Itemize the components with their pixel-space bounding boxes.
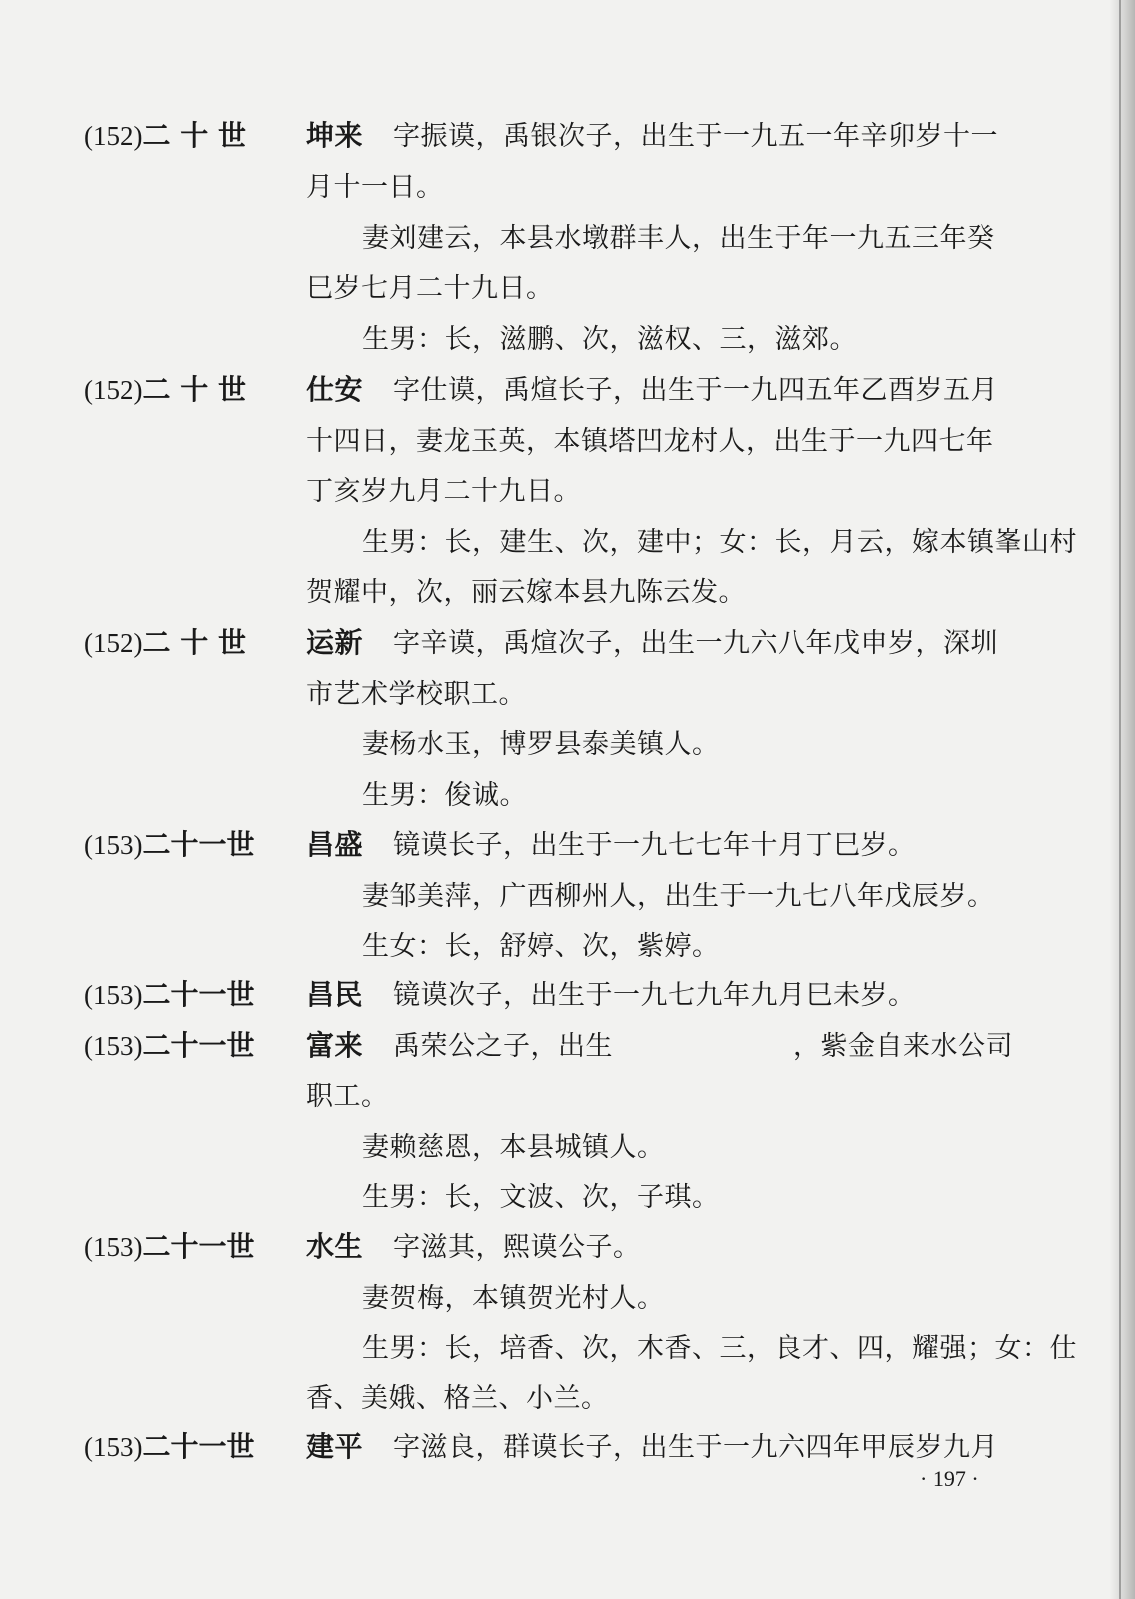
person-name: 坤来 [306,119,364,152]
generation-title: 二十一世 [142,1029,255,1062]
generation-number: (153) [84,830,143,860]
entry-line [306,368,998,408]
entry-line: 月十一日。 [306,172,444,203]
generation-title: 二十一世 [142,978,255,1011]
generation-title: 二十一世 [142,1430,255,1463]
generation-label [84,823,284,863]
page-binding-shadow [1109,0,1135,1599]
entry-line: 生男：长，滋鹏、次，滋权、三，滋郊。 [362,324,857,355]
person-name: 建平 [306,1430,364,1463]
entry-line: 生男：长，培香、次，木香、三，良才、四，耀强；女：仕 [362,1333,1077,1364]
generation-number: (152) [84,121,143,151]
line-text: ，紫金自来水公司 [793,1031,1014,1062]
generation-title: 二 十 世 [142,119,246,152]
entry-line: 妻刘建云，本县水墩群丰人，出生于年一九五三年癸 [362,223,995,254]
entry-line: 巳岁七月二十九日。 [306,273,554,304]
line-text: 字振谟，禹银次子，出生于一九五一年辛卯岁十一 [393,121,999,152]
generation-label [84,1225,284,1265]
entry-line: 香、美娥、格兰、小兰。 [306,1383,609,1414]
generation-number: (153) [84,1232,143,1262]
entry-line: 丁亥岁九月二十九日。 [306,476,581,507]
generation-label [84,114,284,154]
entry-line: 妻贺梅，本镇贺光村人。 [362,1283,665,1314]
generation-number: (153) [84,1031,143,1061]
entry-line: 生男：长，建生、次，建中；女：长，月云，嫁本镇峯山村 [362,527,1077,558]
person-name: 仕安 [306,373,364,406]
generation-label [84,973,284,1013]
entry-line [306,823,916,863]
entry-line [306,1425,998,1465]
line-text: 镜谟长子，出生于一九七七年十月丁巳岁。 [393,830,916,861]
generation-label [84,1425,284,1465]
entry-line [306,973,916,1013]
entry-line [306,621,998,661]
page-edge-line [1119,0,1121,1599]
entry-line [306,114,998,154]
generation-label [84,368,284,408]
person-name: 昌民 [306,978,364,1011]
generation-number: (153) [84,1432,143,1462]
person-name: 运新 [306,626,364,659]
line-text: 镜谟次子，出生于一九七九年九月巳未岁。 [393,980,916,1011]
line-text: 字仕谟，禹煊长子，出生于一九四五年乙酉岁五月 [393,375,999,406]
entry-line: 妻杨水玉，博罗县泰美镇人。 [362,729,720,760]
page-number: · 197 · [920,1466,979,1491]
entry-line: 十四日，妻龙玉英，本镇塔凹龙村人，出生于一九四七年 [306,426,994,457]
line-text: 禹荣公之子，出生 [393,1031,614,1062]
line-text: 字滋良，群谟长子，出生于一九六四年甲辰岁九月 [393,1432,999,1463]
generation-number: (153) [84,980,143,1010]
entry-line: 贺耀中，次，丽云嫁本县九陈云发。 [306,577,746,608]
entry-line: 生男：俊诚。 [362,780,527,811]
entry-line [306,1225,641,1265]
entry-line: 妻邹美萍，广西柳州人，出生于一九七八年戊辰岁。 [362,881,995,912]
entry-line: 生女：长，舒婷、次，紫婷。 [362,931,720,962]
entry-line [306,1024,1013,1064]
generation-title: 二十一世 [142,828,255,861]
generation-number: (152) [84,375,143,405]
entry-line: 职工。 [306,1081,389,1112]
person-name: 富来 [306,1029,364,1062]
person-name: 昌盛 [306,828,364,861]
generation-label [84,621,284,661]
generation-title: 二十一世 [142,1230,255,1263]
entry-line: 生男：长，文波、次，子琪。 [362,1182,720,1213]
line-text: 字滋其，熙谟公子。 [393,1232,641,1263]
line-text: 字辛谟，禹煊次子，出生一九六八年戊申岁，深圳 [393,628,999,659]
generation-title: 二 十 世 [142,626,246,659]
entry-line: 市艺术学校职工。 [306,679,526,710]
person-name: 水生 [306,1230,364,1263]
generation-title: 二 十 世 [142,373,246,406]
entry-line: 妻赖慈恩，本县城镇人。 [362,1132,665,1163]
generation-label [84,1024,284,1064]
generation-number: (152) [84,628,143,658]
